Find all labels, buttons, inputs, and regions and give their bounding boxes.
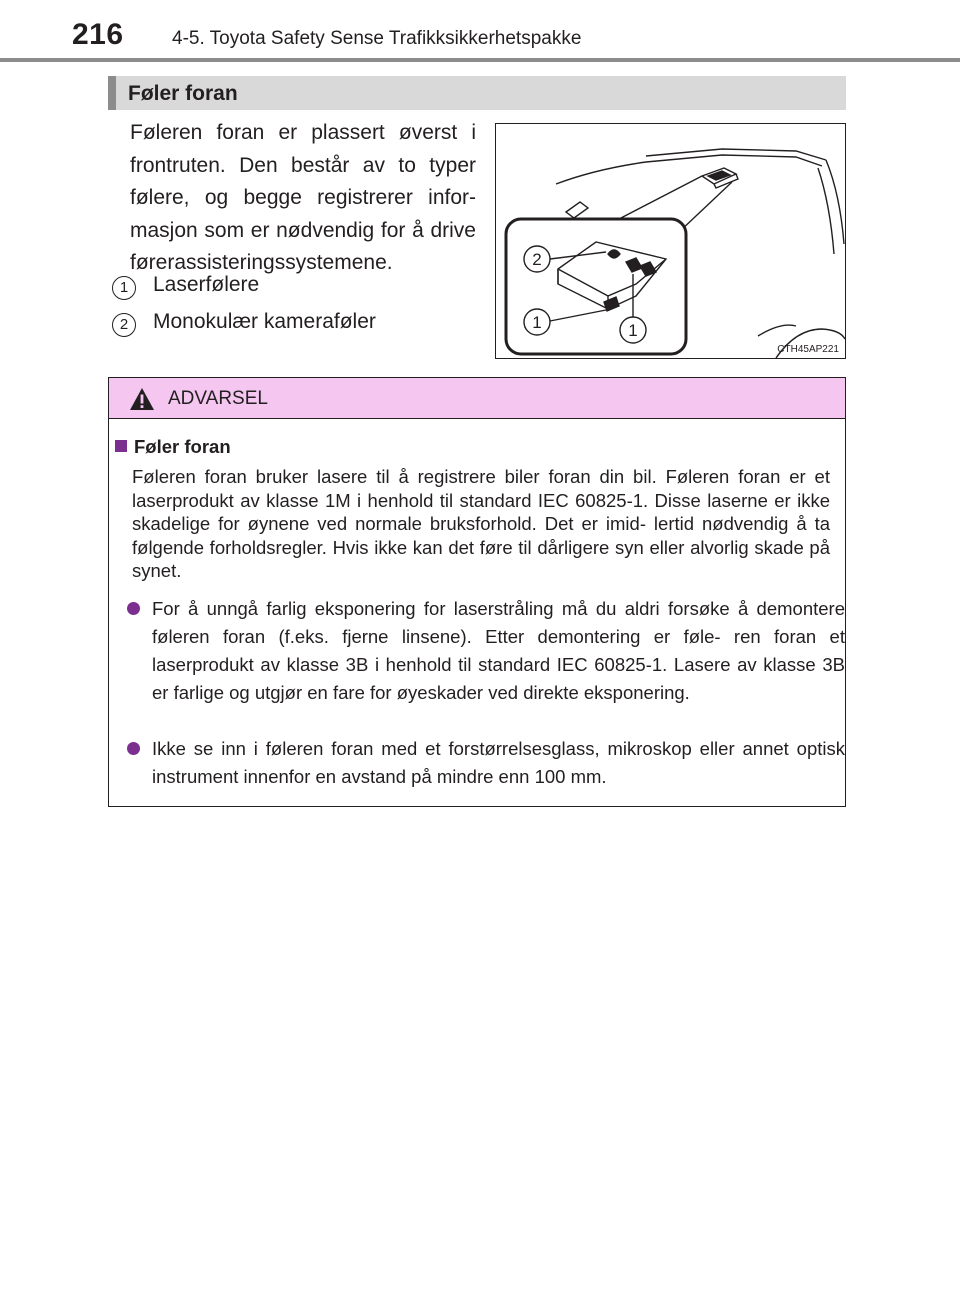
windshield-sensor-drawing <box>496 124 845 358</box>
warning-bullet-text: Ikke se inn i føleren foran med et forstørrelsesglass, mikroskop eller annet optisk instrument innenfor en avstand på mindre enn 100 mm. <box>152 738 845 787</box>
intro-paragraph: Føleren foran er plassert øverst i frontruten. Den består av to typer følere, og begge registrerer infor- masjon som er nødvendig for å drive førerassisteringssystemene. <box>130 121 476 274</box>
number-badge: 2 <box>112 313 136 337</box>
warning-title: ADVARSEL <box>168 388 268 409</box>
page-header <box>0 0 960 62</box>
warning-paragraph: Føleren foran bruker lasere til å registrere biler foran din bil. Føleren foran er et laserprodukt av klasse 1M i henhold til standard IEC 60825-1. Disse laserne er ikke skadelige for øynene ved normale bruksforhold. Det er imid- lertid nødvendig å ta følgende forholdsregler. Hvis ikke kan det føre til dårligere syn eller alvorlig skade på synet. <box>132 466 830 581</box>
callout-label: 1 <box>628 321 638 340</box>
circle-bullet-icon <box>127 602 140 615</box>
square-bullet-icon <box>115 440 127 452</box>
warning-triangle-icon <box>129 387 155 411</box>
section-heading-bar <box>108 76 116 110</box>
numbered-item-label: Laserfølere <box>153 273 260 296</box>
circle-bullet-icon <box>127 742 140 755</box>
figure-code: CTH45AP221 <box>777 344 839 355</box>
warning-box <box>108 377 846 807</box>
chapter-title: 4-5. Toyota Safety Sense Trafikksikkerhetspakke <box>172 28 582 49</box>
warning-subheading-text: Føler foran <box>134 436 231 457</box>
warning-bullet-text: For å unngå farlig eksponering for laserstråling må du aldri forsøke å demontere føleren foran (f.eks. fjerne linsene). Etter demontering er føle- ren foran et laserprodukt av klasse 3B i henhold til standard IEC 60825-1. Lasere av klasse 3B er farlige og utgjør en fare for øyeskader ved direkte eksponering. <box>152 598 845 703</box>
warning-header <box>109 378 845 419</box>
section-heading <box>108 76 846 110</box>
page-number: 216 <box>72 18 124 51</box>
numbered-item-label: Monokulær kameraføler <box>153 310 376 333</box>
sensor-illustration <box>495 123 846 359</box>
number-badge: 1 <box>112 276 136 300</box>
callout-label: 1 <box>532 313 542 332</box>
warning-subheading <box>115 436 231 458</box>
header-rule <box>0 58 960 62</box>
callout-label: 2 <box>532 250 542 269</box>
section-heading-text: Føler foran <box>128 82 238 105</box>
